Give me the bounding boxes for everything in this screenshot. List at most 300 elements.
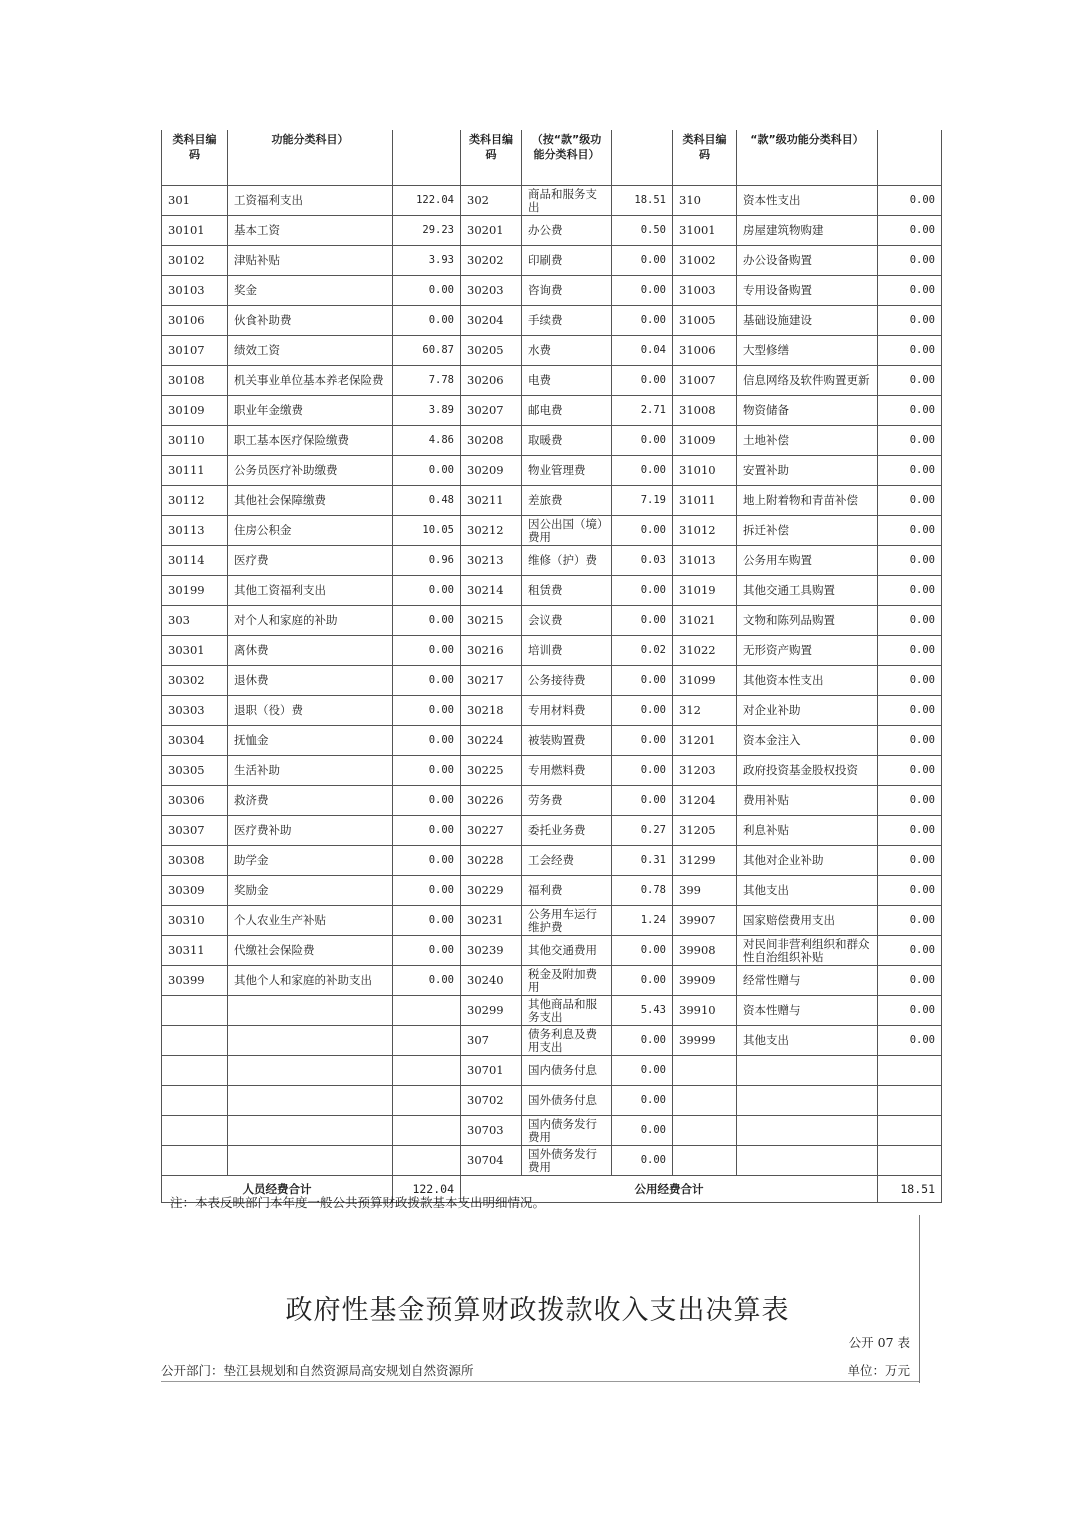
cell-name: 安置补助	[737, 456, 878, 486]
cell-name: 其他交通费用	[522, 936, 612, 966]
cell-amount: 0.00	[878, 576, 942, 606]
cell-code: 30224	[461, 726, 522, 756]
cell-code: 30113	[162, 516, 228, 546]
table-row	[162, 306, 942, 336]
cell-name: 取暖费	[522, 426, 612, 456]
cell-amount: 0.00	[612, 696, 673, 726]
cell-amount: 0.00	[393, 756, 461, 786]
cell-code	[673, 1056, 737, 1086]
cell-name: 国内债务发行费用	[522, 1116, 612, 1146]
cell-code: 302	[461, 186, 522, 216]
cell-amount: 0.00	[878, 756, 942, 786]
cell-code: 31009	[673, 426, 737, 456]
cell-amount: 0.78	[612, 876, 673, 906]
cell-name: 职业年金缴费	[228, 396, 393, 426]
cell-name: 土地补偿	[737, 426, 878, 456]
cell-amount	[393, 1146, 461, 1176]
cell-code: 30212	[461, 516, 522, 546]
cell-amount: 7.78	[393, 366, 461, 396]
cell-amount: 0.00	[878, 966, 942, 996]
cell-amount: 0.00	[393, 936, 461, 966]
cell-name: 差旅费	[522, 486, 612, 516]
header-name-2: （按“款”级功能分类科目）	[522, 130, 612, 186]
cell-amount: 0.00	[612, 366, 673, 396]
table-row	[162, 936, 942, 966]
cell-amount: 0.00	[612, 516, 673, 546]
cell-name: 因公出国（境）费用	[522, 516, 612, 546]
cell-name: 其他支出	[737, 1026, 878, 1056]
cell-code: 39910	[673, 996, 737, 1026]
cell-amount: 0.00	[878, 936, 942, 966]
table-row	[162, 1116, 942, 1146]
form-number: 公开 07 表	[848, 1335, 910, 1350]
cell-name: 抚恤金	[228, 726, 393, 756]
basic-expenditure-table	[161, 130, 942, 1203]
cell-code	[673, 1086, 737, 1116]
cell-code: 30306	[162, 786, 228, 816]
cell-name: 资本金注入	[737, 726, 878, 756]
cell-name: 基本工资	[228, 216, 393, 246]
cell-code: 31205	[673, 816, 737, 846]
cell-amount: 0.00	[612, 786, 673, 816]
cell-code	[162, 1086, 228, 1116]
cell-code: 39999	[673, 1026, 737, 1056]
cell-amount: 29.23	[393, 216, 461, 246]
public-total-value: 18.51	[878, 1176, 942, 1203]
table-row	[162, 216, 942, 246]
cell-code: 30226	[461, 786, 522, 816]
cell-name: 其他个人和家庭的补助支出	[228, 966, 393, 996]
table-row	[162, 1146, 942, 1176]
cell-code: 30225	[461, 756, 522, 786]
cell-amount: 0.00	[393, 306, 461, 336]
cell-name: 国内债务付息	[522, 1056, 612, 1086]
cell-amount: 0.00	[612, 756, 673, 786]
cell-code: 30106	[162, 306, 228, 336]
cell-code: 30108	[162, 366, 228, 396]
cell-name: 专用设备购置	[737, 276, 878, 306]
cell-code: 31299	[673, 846, 737, 876]
cell-code: 30109	[162, 396, 228, 426]
cell-amount: 0.00	[878, 336, 942, 366]
cell-name: 其他对企业补助	[737, 846, 878, 876]
cell-amount: 3.89	[393, 396, 461, 426]
cell-amount: 0.00	[393, 846, 461, 876]
cell-amount: 0.31	[612, 846, 673, 876]
cell-amount: 0.48	[393, 486, 461, 516]
cell-name: 租赁费	[522, 576, 612, 606]
cell-code: 30207	[461, 396, 522, 426]
cell-name: 物业管理费	[522, 456, 612, 486]
cell-name: 咨询费	[522, 276, 612, 306]
cell-amount	[393, 996, 461, 1026]
cell-amount: 0.00	[393, 696, 461, 726]
cell-code: 30703	[461, 1116, 522, 1146]
cell-name: 被装购置费	[522, 726, 612, 756]
cell-code: 30201	[461, 216, 522, 246]
table-row	[162, 396, 942, 426]
cell-code: 31005	[673, 306, 737, 336]
cell-code	[673, 1146, 737, 1176]
table-row	[162, 1026, 942, 1056]
cell-name: 公务用车购置	[737, 546, 878, 576]
table-header-row	[162, 130, 942, 186]
cell-amount: 0.00	[878, 996, 942, 1026]
cell-amount: 0.00	[878, 486, 942, 516]
table-row	[162, 546, 942, 576]
cell-amount: 0.00	[612, 1056, 673, 1086]
cell-amount: 0.00	[612, 456, 673, 486]
header-name-3: “款”级功能分类科目）	[737, 130, 878, 186]
cell-code: 30112	[162, 486, 228, 516]
table-row	[162, 1056, 942, 1086]
header-name-1: 功能分类科目）	[228, 130, 393, 186]
cell-amount	[393, 1086, 461, 1116]
cell-name: 生活补助	[228, 756, 393, 786]
cell-name: 对企业补助	[737, 696, 878, 726]
table-row	[162, 996, 942, 1026]
divider-horizontal	[161, 1381, 919, 1382]
cell-code: 30311	[162, 936, 228, 966]
cell-amount: 0.00	[393, 816, 461, 846]
cell-name: 债务利息及费用支出	[522, 1026, 612, 1056]
table-row	[162, 576, 942, 606]
cell-amount: 0.00	[878, 636, 942, 666]
cell-name: 拆迁补偿	[737, 516, 878, 546]
cell-name: 退职（役）费	[228, 696, 393, 726]
table-row	[162, 726, 942, 756]
cell-amount	[878, 1056, 942, 1086]
unit-label: 单位：万元	[847, 1363, 910, 1378]
cell-name: 住房公积金	[228, 516, 393, 546]
cell-code: 31002	[673, 246, 737, 276]
cell-code: 30307	[162, 816, 228, 846]
cell-code: 31022	[673, 636, 737, 666]
cell-amount: 0.00	[878, 366, 942, 396]
cell-name: 医疗费补助	[228, 816, 393, 846]
cell-code: 30309	[162, 876, 228, 906]
cell-name: 专用燃料费	[522, 756, 612, 786]
cell-amount: 0.00	[878, 696, 942, 726]
cell-code: 307	[461, 1026, 522, 1056]
table-row	[162, 666, 942, 696]
cell-code: 30205	[461, 336, 522, 366]
cell-amount	[878, 1146, 942, 1176]
table-row	[162, 906, 942, 936]
cell-amount: 0.00	[393, 636, 461, 666]
cell-name: 大型修缮	[737, 336, 878, 366]
cell-amount: 0.00	[393, 966, 461, 996]
cell-name: 其他交通工具购置	[737, 576, 878, 606]
cell-name: 房屋建筑物购建	[737, 216, 878, 246]
cell-code: 31021	[673, 606, 737, 636]
table-row	[162, 246, 942, 276]
cell-amount: 0.00	[878, 186, 942, 216]
cell-amount: 0.00	[393, 276, 461, 306]
cell-name: 公务接待费	[522, 666, 612, 696]
table-row	[162, 276, 942, 306]
cell-amount: 0.00	[393, 456, 461, 486]
cell-code: 39907	[673, 906, 737, 936]
cell-amount: 2.71	[612, 396, 673, 426]
cell-name: 邮电费	[522, 396, 612, 426]
cell-name	[737, 1116, 878, 1146]
table-row	[162, 876, 942, 906]
cell-amount: 122.04	[393, 186, 461, 216]
cell-code: 31099	[673, 666, 737, 696]
cell-name: 物资储备	[737, 396, 878, 426]
cell-name: 对个人和家庭的补助	[228, 606, 393, 636]
cell-amount: 0.00	[878, 786, 942, 816]
cell-code: 30103	[162, 276, 228, 306]
cell-code: 31011	[673, 486, 737, 516]
cell-code: 30213	[461, 546, 522, 576]
header-code-2: 类科目编码	[461, 130, 522, 186]
cell-name: 资本性赠与	[737, 996, 878, 1026]
cell-name: 工资福利支出	[228, 186, 393, 216]
cell-code	[673, 1116, 737, 1146]
cell-name: 经常性赠与	[737, 966, 878, 996]
cell-name: 福利费	[522, 876, 612, 906]
cell-amount: 0.00	[612, 666, 673, 696]
table-note: 注：本表反映部门本年度一般公共预算财政拨款基本支出明细情况。	[170, 1195, 546, 1210]
cell-code: 30240	[461, 966, 522, 996]
table-row	[162, 1086, 942, 1116]
cell-code: 31019	[673, 576, 737, 606]
cell-name: 对民间非营利组织和群众性自治组织补贴	[737, 936, 878, 966]
cell-name: 文物和陈列品购置	[737, 606, 878, 636]
cell-amount: 0.00	[612, 246, 673, 276]
cell-code: 30701	[461, 1056, 522, 1086]
public-total-label: 公用经费合计	[461, 1176, 878, 1203]
cell-name: 无形资产购置	[737, 636, 878, 666]
cell-name: 维修（护）费	[522, 546, 612, 576]
cell-name: 商品和服务支出	[522, 186, 612, 216]
cell-name: 其他社会保障缴费	[228, 486, 393, 516]
cell-code: 39908	[673, 936, 737, 966]
cell-amount: 0.00	[612, 276, 673, 306]
table-row	[162, 336, 942, 366]
cell-code: 30228	[461, 846, 522, 876]
table-row	[162, 786, 942, 816]
cell-name: 培训费	[522, 636, 612, 666]
cell-name: 机关事业单位基本养老保险费	[228, 366, 393, 396]
cell-amount: 0.00	[878, 1026, 942, 1056]
cell-amount: 0.00	[878, 426, 942, 456]
cell-amount: 0.00	[612, 426, 673, 456]
cell-code: 39909	[673, 966, 737, 996]
cell-code: 30218	[461, 696, 522, 726]
cell-amount: 0.00	[878, 546, 942, 576]
cell-amount: 0.00	[612, 1086, 673, 1116]
cell-amount: 0.00	[393, 576, 461, 606]
cell-name	[228, 1116, 393, 1146]
cell-amount: 0.00	[878, 276, 942, 306]
table-row	[162, 756, 942, 786]
cell-code: 30101	[162, 216, 228, 246]
cell-name: 政府投资基金股权投资	[737, 756, 878, 786]
cell-name: 其他资本性支出	[737, 666, 878, 696]
cell-amount: 0.00	[878, 606, 942, 636]
cell-code: 30302	[162, 666, 228, 696]
cell-code: 30229	[461, 876, 522, 906]
cell-name: 电费	[522, 366, 612, 396]
cell-name: 委托业务费	[522, 816, 612, 846]
cell-amount: 0.00	[612, 306, 673, 336]
cell-code: 30211	[461, 486, 522, 516]
cell-code: 30304	[162, 726, 228, 756]
cell-name: 国外债务付息	[522, 1086, 612, 1116]
cell-amount: 4.86	[393, 426, 461, 456]
cell-amount: 3.93	[393, 246, 461, 276]
cell-name: 基础设施建设	[737, 306, 878, 336]
table-row	[162, 516, 942, 546]
cell-code	[162, 1056, 228, 1086]
cell-amount	[393, 1116, 461, 1146]
cell-amount: 1.24	[612, 906, 673, 936]
cell-amount	[393, 1026, 461, 1056]
cell-code: 30217	[461, 666, 522, 696]
cell-name	[228, 1086, 393, 1116]
cell-amount: 0.00	[878, 846, 942, 876]
cell-code: 30214	[461, 576, 522, 606]
cell-name: 利息补贴	[737, 816, 878, 846]
cell-name: 办公设备购置	[737, 246, 878, 276]
cell-name: 公务员医疗补助缴费	[228, 456, 393, 486]
cell-code: 30199	[162, 576, 228, 606]
cell-name: 税金及附加费用	[522, 966, 612, 996]
cell-name	[228, 1056, 393, 1086]
cell-name	[737, 1056, 878, 1086]
cell-code: 30215	[461, 606, 522, 636]
cell-code: 30114	[162, 546, 228, 576]
cell-code: 31010	[673, 456, 737, 486]
cell-name	[228, 1026, 393, 1056]
cell-code: 303	[162, 606, 228, 636]
cell-name	[737, 1146, 878, 1176]
cell-amount: 0.00	[878, 456, 942, 486]
cell-amount: 0.02	[612, 636, 673, 666]
table-row	[162, 696, 942, 726]
cell-name: 信息网络及软件购置更新	[737, 366, 878, 396]
cell-code	[162, 1026, 228, 1056]
cell-amount: 0.00	[878, 666, 942, 696]
cell-code: 30305	[162, 756, 228, 786]
cell-name: 职工基本医疗保险缴费	[228, 426, 393, 456]
cell-name	[228, 1146, 393, 1176]
cell-code: 30208	[461, 426, 522, 456]
cell-amount: 0.00	[878, 306, 942, 336]
header-amount-2	[612, 130, 673, 186]
cell-amount: 10.05	[393, 516, 461, 546]
cell-amount: 0.00	[393, 906, 461, 936]
cell-code: 30216	[461, 636, 522, 666]
cell-name: 医疗费	[228, 546, 393, 576]
cell-amount: 0.00	[878, 816, 942, 846]
cell-code: 30202	[461, 246, 522, 276]
table-row	[162, 486, 942, 516]
cell-amount: 0.00	[393, 606, 461, 636]
cell-code: 310	[673, 186, 737, 216]
cell-name: 办公费	[522, 216, 612, 246]
cell-code: 30203	[461, 276, 522, 306]
cell-name: 伙食补助费	[228, 306, 393, 336]
header-amount-3	[878, 130, 942, 186]
cell-amount: 0.00	[612, 966, 673, 996]
cell-code: 31003	[673, 276, 737, 306]
cell-name: 绩效工资	[228, 336, 393, 366]
cell-amount: 0.50	[612, 216, 673, 246]
cell-name: 印刷费	[522, 246, 612, 276]
cell-code: 30310	[162, 906, 228, 936]
cell-name: 救济费	[228, 786, 393, 816]
cell-amount: 0.00	[612, 1146, 673, 1176]
cell-name: 代缴社会保险费	[228, 936, 393, 966]
cell-amount: 0.00	[878, 216, 942, 246]
personnel-total-label: 人员经费合计	[162, 1176, 393, 1203]
page-title: 政府性基金预算财政拨款收入支出决算表	[285, 1295, 790, 1326]
cell-name: 退休费	[228, 666, 393, 696]
cell-amount: 0.00	[393, 786, 461, 816]
cell-amount: 0.00	[878, 906, 942, 936]
cell-amount: 0.00	[612, 576, 673, 606]
table-row	[162, 186, 942, 216]
cell-code: 31201	[673, 726, 737, 756]
cell-code: 31008	[673, 396, 737, 426]
cell-name: 其他支出	[737, 876, 878, 906]
cell-amount	[878, 1086, 942, 1116]
cell-code: 30110	[162, 426, 228, 456]
header-code-1: 类科目编码	[162, 130, 228, 186]
cell-amount: 0.00	[878, 246, 942, 276]
table-row	[162, 846, 942, 876]
table-row	[162, 456, 942, 486]
cell-code: 30111	[162, 456, 228, 486]
cell-amount: 60.87	[393, 336, 461, 366]
cell-name: 费用补贴	[737, 786, 878, 816]
cell-name: 公务用车运行维护费	[522, 906, 612, 936]
cell-amount: 0.04	[612, 336, 673, 366]
cell-amount	[393, 1056, 461, 1086]
cell-code: 31001	[673, 216, 737, 246]
cell-code: 30231	[461, 906, 522, 936]
cell-code: 30206	[461, 366, 522, 396]
cell-code: 31204	[673, 786, 737, 816]
header-amount-1	[393, 130, 461, 186]
cell-code: 31007	[673, 366, 737, 396]
cell-code: 30301	[162, 636, 228, 666]
cell-code: 30303	[162, 696, 228, 726]
cell-amount: 0.00	[393, 876, 461, 906]
cell-amount: 0.27	[612, 816, 673, 846]
cell-code: 399	[673, 876, 737, 906]
cell-name: 专用材料费	[522, 696, 612, 726]
table-row	[162, 816, 942, 846]
cell-code: 301	[162, 186, 228, 216]
cell-name: 离休费	[228, 636, 393, 666]
cell-amount: 0.00	[878, 726, 942, 756]
cell-code: 30704	[461, 1146, 522, 1176]
table-row	[162, 366, 942, 396]
table-row	[162, 966, 942, 996]
cell-amount: 0.00	[612, 726, 673, 756]
cell-name: 会议费	[522, 606, 612, 636]
table-row	[162, 606, 942, 636]
header-code-3: 类科目编码	[673, 130, 737, 186]
cell-name: 资本性支出	[737, 186, 878, 216]
table-row	[162, 636, 942, 666]
cell-name: 水费	[522, 336, 612, 366]
